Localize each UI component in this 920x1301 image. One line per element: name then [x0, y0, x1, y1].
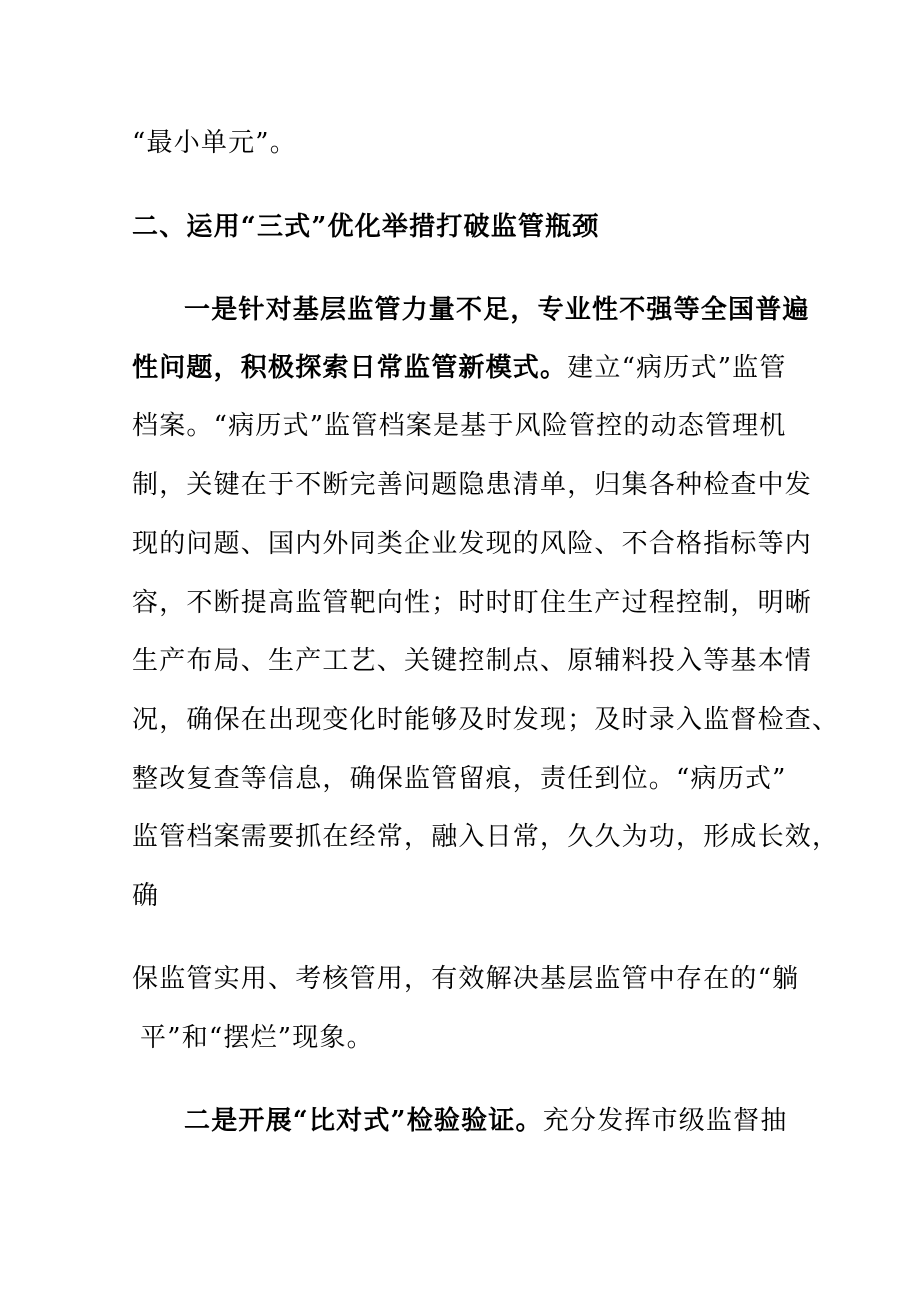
para1-line9: 整改复查等信息，确保监管留痕，责任到位。“病历式” [132, 764, 787, 794]
para1-line2 [132, 353, 787, 383]
para1-lead-line1: 一是针对基层监管力量不足，专业性不强等全国普遍 [184, 295, 810, 325]
para1-line7: 生产布局、生产工艺、关键控制点、原辅料投入等基本情 [132, 646, 813, 676]
para2-rest: 充分发挥市级监督抽 [542, 1106, 788, 1136]
para1-cont-line2: 平”和“摆烂”现象。 [140, 1023, 374, 1053]
intro-text: “最小单元”。 [132, 128, 297, 158]
para1-line8: 况，确保在出现变化时能够及时发现；及时录入监督检查、 [132, 705, 840, 735]
section-heading: 二、运用“三式”优化举措打破监管瓶颈 [132, 212, 600, 242]
para2-lead: 二是开展“比对式”检验验证。 [184, 1106, 543, 1136]
para1-line2-rest: 建立“病历式”监管 [567, 353, 787, 383]
para1-cont-line1: 保监管实用、考核管用，有效解决基层监管中存在的“躺 [132, 964, 800, 994]
para1-line10: 监管档案需要抓在经常，融入日常，久久为功，形成长效， [132, 822, 840, 852]
para1-line6: 容，不断提高监管靶向性；时时盯住生产过程控制，明晰 [132, 588, 813, 618]
para1-lead-line2: 性问题，积极探索日常监管新模式。 [132, 353, 568, 383]
para1-line4: 制，关键在于不断完善问题隐患清单，归集各种检查中发 [132, 470, 813, 500]
para2-line1 [184, 1106, 788, 1136]
para1-line3: 档案。“病历式”监管档案是基于风险管控的动态管理机 [132, 411, 787, 441]
para1-line5: 现的问题、国内外同类企业发现的风险、不合格指标等内 [132, 529, 813, 559]
para1-line11: 确 [132, 881, 160, 911]
